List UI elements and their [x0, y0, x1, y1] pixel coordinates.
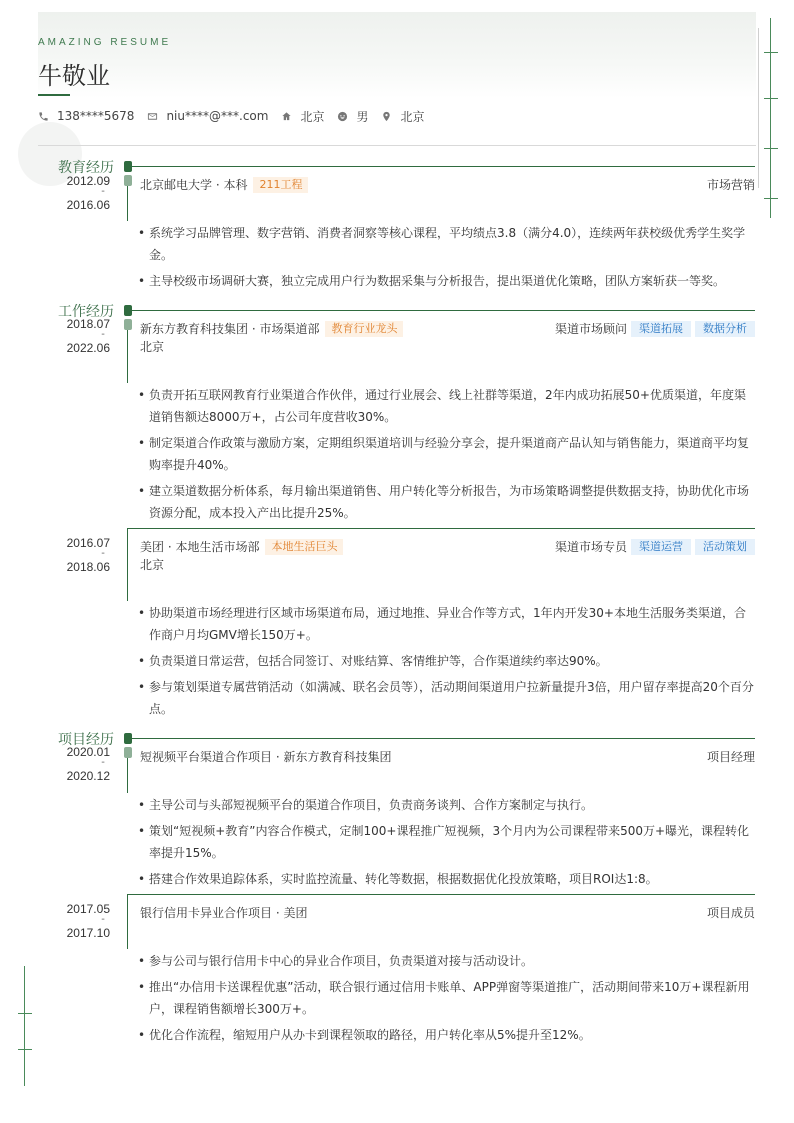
education-school [140, 176, 308, 193]
skill-tag: 渠道运营 [631, 539, 691, 555]
project-end-date: 2017.10 [66, 926, 110, 940]
list-item: • 制定渠道合作政策与激励方案，定期组织渠道培训与经验分享会，提升渠道商产品认知与销售能力，渠道商平均复购率提升40%。 [138, 432, 756, 476]
project-start-date: 2020.01 [66, 745, 110, 759]
list-item: • 主导公司与头部短视频平台的渠道合作项目，负责商务谈判、合作方案制定与执行。 [138, 794, 756, 816]
section-title-work: 工作经历 [58, 304, 114, 320]
education-start-date: 2012.09 [66, 174, 110, 188]
date-separator: - [101, 914, 105, 925]
list-item: • 参与策划渠道专属营销活动（如满减、联名会员等），活动期间渠道用户拉新量提升3倍，用户留存率提高20个百分点。 [138, 676, 756, 720]
role-title: 渠道市场顾问 [554, 322, 627, 336]
major-text: 市场营销 [706, 178, 755, 192]
project-name [140, 748, 391, 765]
contact-email-text: niu****@***.com [166, 109, 269, 123]
section-node [124, 305, 132, 316]
work-city: 北京 [140, 558, 165, 572]
project-bullets [138, 950, 756, 1050]
skill-tag: 活动策划 [695, 539, 755, 555]
decorative-tick [18, 1013, 32, 1014]
name-underline [38, 94, 70, 96]
item-vertical-line [127, 330, 128, 383]
project-role [707, 748, 755, 765]
list-item: • 建立渠道数据分析体系，每月输出渠道销售、用户转化等分析报告，为市场策略调整提供数据支持，协助优化市场资源分配，成本投入产出比提升25%。 [138, 480, 756, 524]
skill-tag: 数据分析 [695, 321, 755, 337]
list-item: • 参与公司与银行信用卡中心的异业合作项目，负责渠道对接与活动设计。 [138, 950, 756, 972]
contact-phone [38, 109, 134, 123]
contact-home [281, 108, 324, 125]
item-top-line [127, 894, 755, 895]
item-node [124, 319, 132, 330]
company-tag: 教育行业龙头 [325, 321, 403, 337]
item-top-line [127, 528, 755, 529]
school-tag: 211工程 [253, 177, 308, 193]
header-divider [38, 145, 756, 146]
skill-tag: 渠道拓展 [631, 321, 691, 337]
project-start-date: 2017.05 [66, 902, 110, 916]
contact-bar [38, 108, 438, 124]
project-bullets [138, 794, 756, 894]
face-icon [337, 111, 348, 122]
work-bullets [138, 602, 756, 724]
project-title: 银行信用卡异业合作项目 · 美团 [140, 906, 308, 920]
item-node [124, 175, 132, 186]
decorative-tick [764, 98, 778, 99]
work-company [140, 538, 343, 555]
section-line [132, 166, 755, 167]
header-band [38, 12, 756, 98]
work-role [555, 320, 755, 337]
section-node [124, 161, 132, 172]
work-end-date: 2018.06 [66, 560, 110, 574]
phone-icon [38, 111, 49, 122]
decorative-tick [18, 1049, 32, 1050]
education-end-date: 2016.06 [66, 198, 110, 212]
decorative-line-right-grey [758, 28, 759, 188]
work-end-date: 2022.06 [66, 341, 110, 355]
list-item: • 负责开拓互联网教育行业渠道合作伙伴，通过行业展会、线上社群等渠道，2年内成功拓展50+优质渠道，年度渠道销售额达8000万+，占公司年度营收30%。 [138, 384, 756, 428]
item-vertical-line [127, 528, 128, 601]
work-bullets [138, 384, 756, 528]
work-start-date: 2016.07 [66, 536, 110, 550]
decorative-line-right [770, 18, 771, 218]
list-item: • 优化合作流程，缩短用户从办卡到课程领取的路径，用户转化率从5%提升至12%。 [138, 1024, 756, 1046]
date-separator: - [101, 757, 105, 768]
work-company [140, 320, 403, 337]
contact-home-text: 北京 [300, 109, 325, 124]
contact-gender-text: 男 [356, 109, 369, 124]
item-vertical-line [127, 894, 128, 949]
decorative-tick [764, 148, 778, 149]
item-vertical-line [127, 186, 128, 221]
list-item: • 协助渠道市场经理进行区域市场渠道布局，通过地推、异业合作等方式，1年内开发30+本地生活服务类渠道，合作商户月均GMV增长150万+。 [138, 602, 756, 646]
item-node [124, 747, 132, 758]
location-pin-icon [381, 111, 392, 122]
item-vertical-line [127, 758, 128, 793]
section-title-education: 教育经历 [58, 160, 114, 176]
contact-phone-text: 138****5678 [57, 109, 135, 123]
date-separator: - [101, 548, 105, 559]
contact-gender [337, 108, 368, 125]
list-item: • 主导校级市场调研大赛，独立完成用户行为数据采集与分析报告，提出渠道优化策略，团队方案斩获一等奖。 [138, 270, 756, 292]
list-item: • 负责渠道日常运营，包括合同签订、对账结算、客情维护等，合作渠道续约率达90%。 [138, 650, 756, 672]
list-item: • 搭建合作效果追踪体系，实时监控流量、转化等数据，根据数据优化投放策略，项目ROI达1:8。 [138, 868, 756, 890]
decorative-line-left [24, 966, 25, 1086]
home-icon [281, 111, 292, 122]
company-name: 新东方教育科技集团 · 市场渠道部 [140, 322, 320, 336]
education-bullets [138, 222, 756, 296]
project-name [140, 904, 307, 921]
work-city: 北京 [140, 340, 165, 354]
work-role [555, 538, 755, 555]
project-role [707, 904, 755, 921]
school-name: 北京邮电大学 · 本科 [140, 178, 248, 192]
education-major [707, 176, 755, 193]
role-title: 项目经理 [706, 750, 755, 764]
candidate-name: 牛敬业 [38, 62, 110, 90]
mail-icon [147, 111, 158, 122]
work-start-date: 2018.07 [66, 317, 110, 331]
resume-kicker: AMAZING RESUME [38, 37, 172, 48]
company-name: 美团 · 本地生活市场部 [140, 540, 260, 554]
section-node [124, 733, 132, 744]
list-item: • 策划“短视频+教育”内容合作模式，定制100+课程推广短视频，3个月内为公司课程带来500万+曝光，课程转化率提升15%。 [138, 820, 756, 864]
role-title: 项目成员 [706, 906, 755, 920]
date-separator: - [101, 329, 105, 340]
contact-email [147, 109, 268, 123]
company-tag: 本地生活巨头 [265, 539, 343, 555]
project-title: 短视频平台渠道合作项目 · 新东方教育科技集团 [140, 750, 392, 764]
section-line [132, 738, 755, 739]
contact-location-text: 北京 [400, 109, 425, 124]
decorative-tick [764, 52, 778, 53]
project-end-date: 2020.12 [66, 769, 110, 783]
contact-location [381, 108, 424, 125]
date-separator: - [101, 186, 105, 197]
list-item: • 系统学习品牌管理、数字营销、消费者洞察等核心课程，平均绩点3.8（满分4.0），连续两年获校级优秀学生奖学金。 [138, 222, 756, 266]
decorative-tick [764, 198, 778, 199]
section-line [132, 310, 755, 311]
section-title-projects: 项目经历 [58, 732, 114, 748]
list-item: • 推出“办信用卡送课程优惠”活动，联合银行通过信用卡账单、APP弹窗等渠道推广，活动期间带来10万+课程新用户，课程销售额增长300万+。 [138, 976, 756, 1020]
role-title: 渠道市场专员 [554, 540, 627, 554]
